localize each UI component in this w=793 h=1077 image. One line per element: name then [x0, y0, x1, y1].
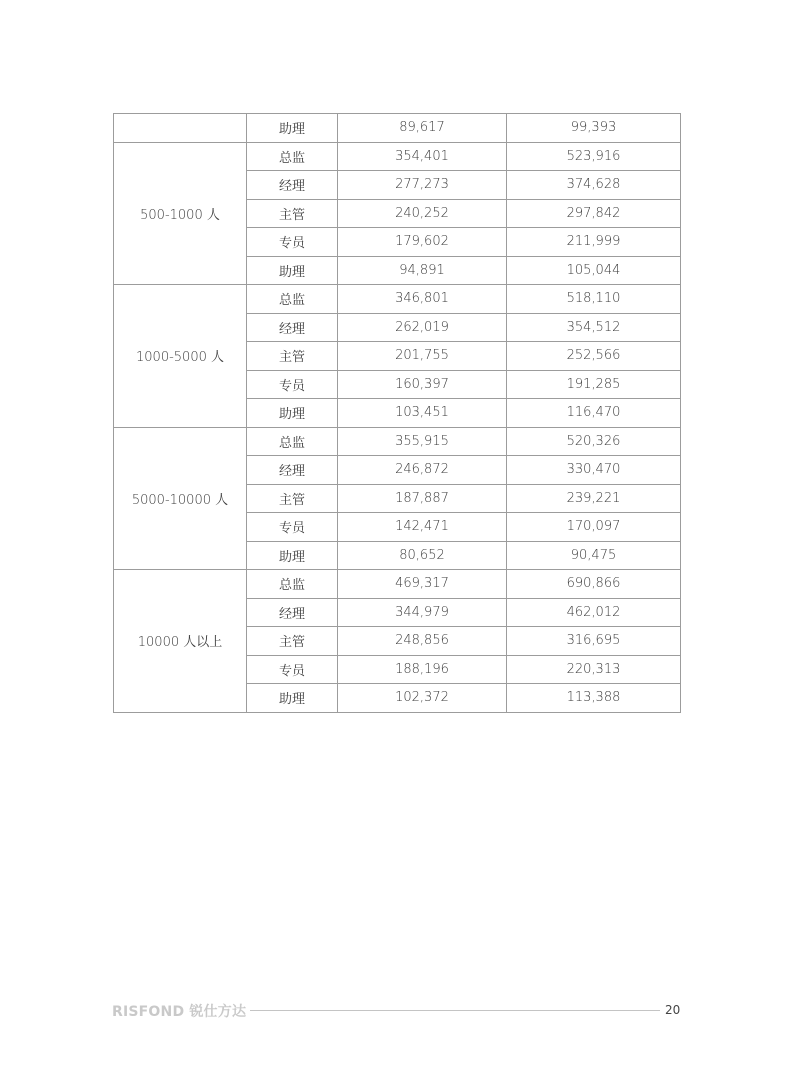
level-cell: 经理 [247, 171, 338, 200]
salary-value-1: 188,196 [338, 655, 507, 684]
company-size-cell: 5000-10000 人 [114, 427, 247, 570]
level-cell: 主管 [247, 199, 338, 228]
level-cell: 专员 [247, 228, 338, 257]
level-cell: 助理 [247, 256, 338, 285]
salary-value-2: 220,313 [507, 655, 681, 684]
company-size-cell: 500-1000 人 [114, 142, 247, 285]
salary-value-2: 462,012 [507, 598, 681, 627]
salary-value-1: 246,872 [338, 456, 507, 485]
level-cell: 总监 [247, 570, 338, 599]
salary-value-2: 99,393 [507, 114, 681, 143]
level-cell: 主管 [247, 342, 338, 371]
salary-value-1: 354,401 [338, 142, 507, 171]
salary-value-1: 103,451 [338, 399, 507, 428]
salary-value-1: 102,372 [338, 684, 507, 713]
salary-value-1: 248,856 [338, 627, 507, 656]
level-cell: 经理 [247, 313, 338, 342]
salary-value-1: 277,273 [338, 171, 507, 200]
salary-value-1: 344,979 [338, 598, 507, 627]
salary-value-2: 252,566 [507, 342, 681, 371]
company-size-cell: 10000 人以上 [114, 570, 247, 713]
salary-value-1: 355,915 [338, 427, 507, 456]
salary-value-2: 330,470 [507, 456, 681, 485]
salary-value-1: 240,252 [338, 199, 507, 228]
salary-value-1: 201,755 [338, 342, 507, 371]
level-cell: 助理 [247, 114, 338, 143]
salary-value-2: 297,842 [507, 199, 681, 228]
table-row [114, 285, 681, 314]
salary-value-2: 354,512 [507, 313, 681, 342]
level-cell: 助理 [247, 684, 338, 713]
salary-value-2: 374,628 [507, 171, 681, 200]
salary-value-2: 170,097 [507, 513, 681, 542]
level-cell: 总监 [247, 142, 338, 171]
salary-value-2: 316,695 [507, 627, 681, 656]
table-row [114, 427, 681, 456]
level-cell: 经理 [247, 456, 338, 485]
salary-value-1: 160,397 [338, 370, 507, 399]
salary-value-1: 80,652 [338, 541, 507, 570]
salary-value-2: 116,470 [507, 399, 681, 428]
level-cell: 助理 [247, 399, 338, 428]
salary-value-2: 105,044 [507, 256, 681, 285]
salary-value-1: 179,602 [338, 228, 507, 257]
salary-value-2: 520,326 [507, 427, 681, 456]
level-cell: 主管 [247, 627, 338, 656]
company-size-cell: 1000-5000 人 [114, 285, 247, 428]
level-cell: 专员 [247, 513, 338, 542]
table-row [114, 114, 681, 143]
salary-value-2: 690,866 [507, 570, 681, 599]
page-number: 20 [665, 1003, 681, 1017]
salary-table [113, 113, 681, 713]
table-row [114, 142, 681, 171]
salary-value-1: 142,471 [338, 513, 507, 542]
salary-value-2: 518,110 [507, 285, 681, 314]
salary-value-2: 191,285 [507, 370, 681, 399]
level-cell: 总监 [247, 285, 338, 314]
salary-value-1: 262,019 [338, 313, 507, 342]
footer-divider [250, 1010, 660, 1011]
salary-value-1: 187,887 [338, 484, 507, 513]
salary-value-2: 113,388 [507, 684, 681, 713]
salary-value-1: 94,891 [338, 256, 507, 285]
level-cell: 主管 [247, 484, 338, 513]
salary-value-2: 239,221 [507, 484, 681, 513]
salary-value-2: 90,475 [507, 541, 681, 570]
level-cell: 经理 [247, 598, 338, 627]
salary-value-1: 89,617 [338, 114, 507, 143]
salary-value-2: 211,999 [507, 228, 681, 257]
table-row [114, 570, 681, 599]
level-cell: 助理 [247, 541, 338, 570]
salary-value-1: 469,317 [338, 570, 507, 599]
salary-value-2: 523,916 [507, 142, 681, 171]
level-cell: 专员 [247, 370, 338, 399]
brand-logo: RISFOND 锐仕方达 [112, 1004, 247, 1020]
level-cell: 总监 [247, 427, 338, 456]
company-size-cell [114, 114, 247, 143]
level-cell: 专员 [247, 655, 338, 684]
salary-value-1: 346,801 [338, 285, 507, 314]
